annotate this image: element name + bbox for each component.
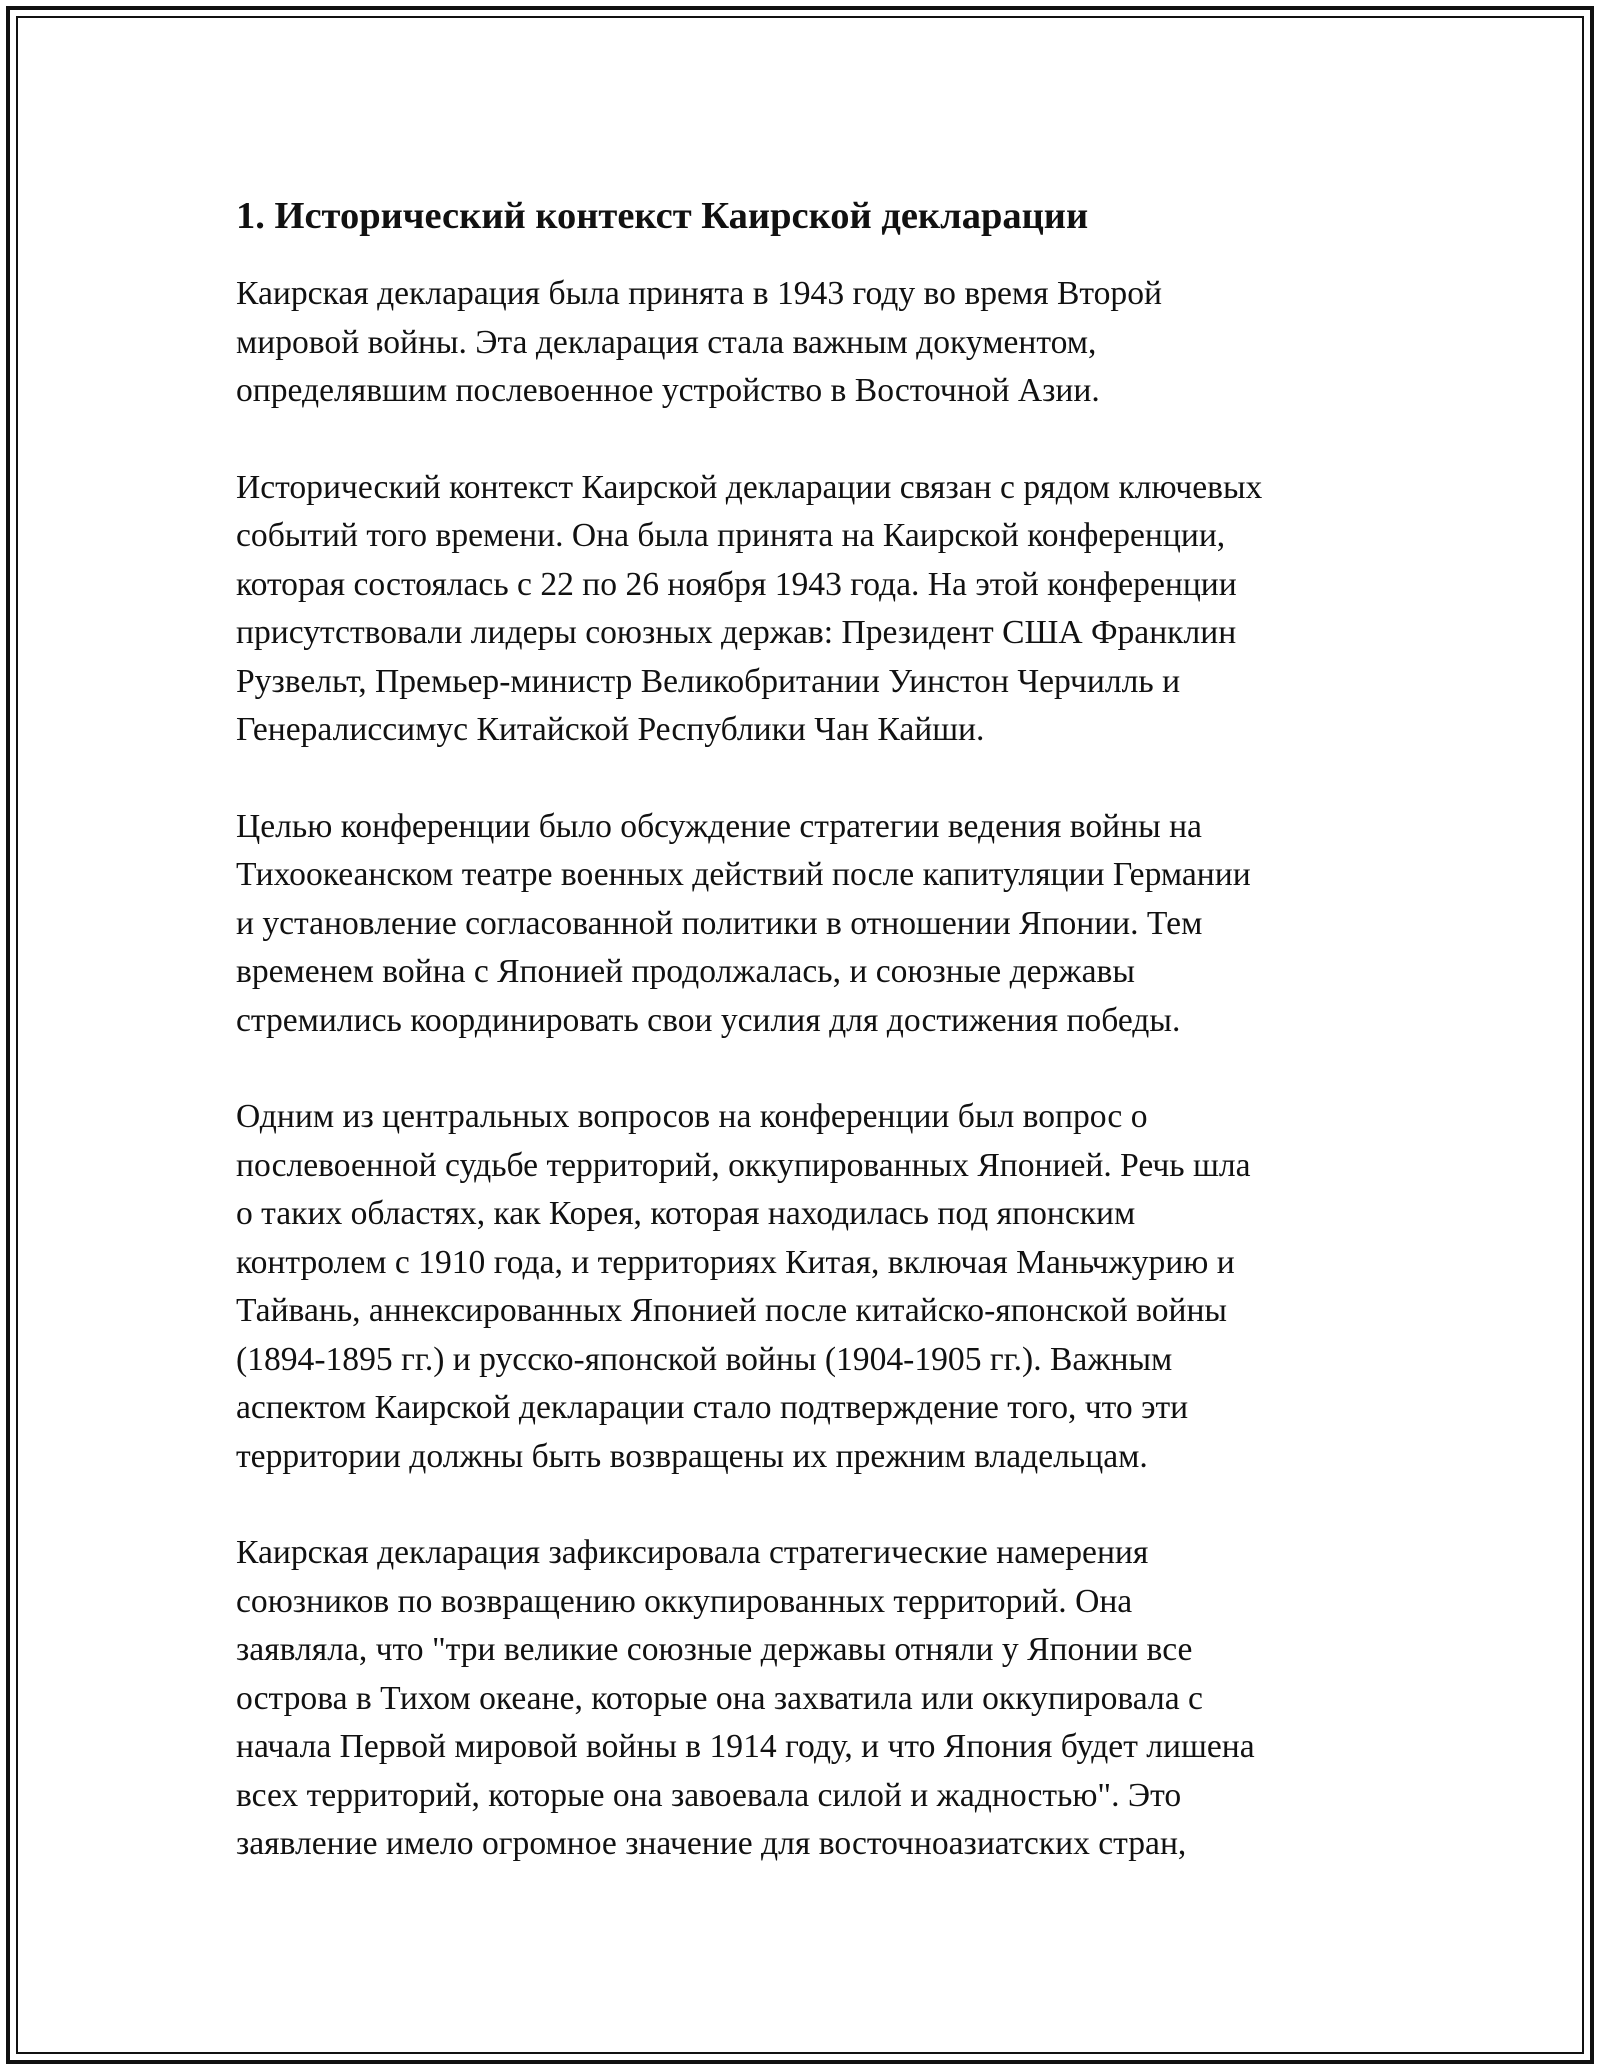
- text-line: (1894-1895 гг.) и русско-японской войны (1904-1905 гг.). Важным: [236, 1340, 1173, 1378]
- text-line: стремились координировать свои усилия для достижения победы.: [236, 1001, 1181, 1039]
- text-line: Каирская декларация зафиксировала стратегические намерения: [236, 1534, 1149, 1571]
- paragraph: [236, 803, 1366, 1046]
- text-line: о таких областях, как Корея, которая находилась под японским: [236, 1195, 1136, 1232]
- text-line: заявляла, что "три великие союзные державы отняли у Японии все: [236, 1631, 1193, 1668]
- paragraph-list: [236, 270, 1366, 1869]
- paragraph: [236, 464, 1366, 755]
- text-line: которая состоялась с 22 по 26 ноября 1943 года. На этой конференции: [236, 565, 1237, 603]
- text-line: аспектом Каирской декларации стало подтверждение того, что эти: [236, 1389, 1189, 1426]
- text-line: Тайвань, аннексированных Японией после китайско-японской войны: [236, 1292, 1227, 1329]
- text-line: союзников по возвращению оккупированных территорий. Она: [236, 1582, 1133, 1620]
- text-line: начала Первой мировой войны в 1914 году, и что Япония будет лишена: [236, 1728, 1255, 1765]
- paragraph: [236, 1093, 1366, 1481]
- text-line: присутствовали лидеры союзных держав: Президент США Франклин: [236, 614, 1237, 651]
- section-heading: 1. Исторический контекст Каирской декларации: [236, 195, 1089, 237]
- text-line: Рузвельт, Премьер-министр Великобритании Уинстон Черчилль и: [236, 662, 1181, 700]
- text-line: мировой войны. Эта декларация стала важным документом,: [236, 323, 1097, 361]
- text-line: Тихоокеанском театре военных действий после капитуляции Германии: [236, 856, 1251, 893]
- text-line: острова в Тихом океане, которые она захватила или оккупировала с: [236, 1679, 1203, 1717]
- text-line: определявшим послевоенное устройство в Восточной Азии.: [236, 372, 1100, 409]
- text-line: контролем с 1910 года, и территориях Китая, включая Маньчжурию и: [236, 1243, 1235, 1281]
- text-line: послевоенной судьбе территорий, оккупированных Японией. Речь шла: [236, 1146, 1251, 1184]
- text-line: Исторический контекст Каирской декларации связан с рядом ключевых: [236, 468, 1263, 506]
- text-line: и установление согласованной политики в отношении Японии. Тем: [236, 904, 1203, 942]
- text-line: Одним из центральных вопросов на конференции был вопрос о: [236, 1098, 1148, 1135]
- text-line: всех территорий, которые она завоевала силой и жадностью". Это: [236, 1776, 1182, 1814]
- text-line: Генералиссимус Китайской Республики Чан Кайши.: [236, 711, 985, 748]
- text-line: Каирская декларация была принята в 1943 году во время Второй: [236, 275, 1162, 312]
- text-line: событий того времени. Она была принята на Каирской конференции,: [236, 517, 1226, 554]
- document-body: [236, 188, 1366, 1917]
- text-line: территории должны быть возвращены их прежним владельцам.: [236, 1437, 1148, 1475]
- text-line: Целью конференции было обсуждение стратегии ведения войны на: [236, 807, 1202, 845]
- text-line: заявление имело огромное значение для восточноазиатских стран,: [236, 1825, 1187, 1862]
- paragraph: [236, 270, 1366, 416]
- text-line: временем война с Японией продолжалась, и союзные державы: [236, 953, 1135, 990]
- paragraph: [236, 1529, 1366, 1869]
